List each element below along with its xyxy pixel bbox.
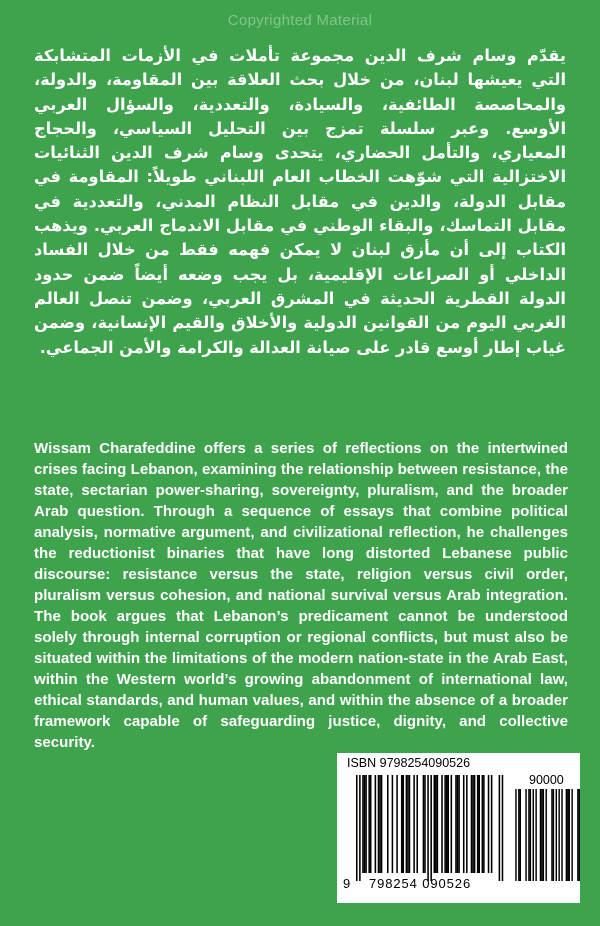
barcode-bar [499,775,501,881]
barcode-bar [477,775,479,873]
barcode-bar [457,775,459,873]
barcode-bar [466,775,468,873]
addon-bar [541,789,542,881]
barcode-bar [471,775,473,873]
addon-bar [561,789,562,881]
copyright-watermark: Copyrighted Material [227,12,373,29]
barcode-bar [474,775,476,873]
addon-bar [556,789,557,881]
addon-bar [551,789,552,881]
addon-bar [535,789,536,881]
barcode-bar [455,775,457,873]
barcode-bar [409,775,411,873]
barcode-bar [381,775,383,873]
barcode-bar [413,775,415,873]
addon-bar [553,789,554,881]
barcode-bar [423,775,425,873]
barcode-bar [458,775,460,873]
ean-first-digit: 9 [343,876,351,891]
barcode-bar [435,775,437,873]
barcode-bar [396,775,398,873]
barcode-bar [427,775,429,881]
barcode-bar [447,775,449,873]
barcode-bar [368,775,370,873]
barcode-bar [364,775,366,873]
addon-bar [566,789,567,881]
barcode-bar [437,775,439,873]
barcode-bar [362,775,364,873]
addon-bar [571,789,572,881]
barcode-bar [392,775,394,873]
barcode-bar [359,775,361,881]
barcode-bar [482,775,484,873]
barcode-bar [416,775,418,873]
barcode-bar [434,775,436,873]
barcode-bar [491,775,493,873]
barcode-bar [463,775,465,873]
barcode-bar [483,775,485,873]
addon-bar [577,789,578,881]
barcode-bar [401,775,403,873]
addon-bar [545,789,546,881]
price-code: 90000 [529,773,564,787]
barcode-bar [356,775,358,881]
ean-digits: 798254 090526 [369,876,472,891]
addon-bar [533,789,534,881]
barcode-bar [375,775,377,873]
isbn-label: ISBN 9798254090526 [347,756,471,770]
barcode-bar [378,775,380,873]
addon-bar [515,789,516,881]
barcode-bar [502,775,504,881]
barcode-bar [430,775,432,881]
addon-bar [543,789,544,881]
barcode-bar [370,775,372,873]
isbn-barcode-box [337,753,580,903]
barcode-bar [478,775,480,873]
barcode-bar [407,775,409,873]
barcode-bar [488,775,490,873]
barcode-bar [365,775,367,873]
barcode-bar [403,775,405,873]
barcode-bar [446,775,448,873]
barcode-bar [424,775,426,873]
arabic-blurb: يقدّم وسام شرف الدين مجموعة تأملات في الأزمات المتشابكة التي يعيشها لبنان، من خلال بحث العلاقة بين المقاومة، والدولة، والمحاصصة الطائفية، والسيادة، والتعددية، والسؤال العربي الأوسع. وعبر سلسلة تمزج بين التحليل السياسي، والحجاج المعياري، والتأمل الحضاري، يتحدى وسام شرف الدين الثنائيات الاختزالية التي شوّهت الخطاب العام اللبناني طويلاً: المقاومة في مقابل الدولة، والدين في مقابل النظام المدني، والتعددية في مقابل التماسك، والبقاء الوطني في مقابل الاندماج العربي. ويذهب الكتاب إلى أن مأزق لبنان لا يمكن فهمه فقط من خلال الفساد الداخلي أو الصراعات الإقليمية، بل يجب وضعه أيضاً ضمن حدود الدولة القطرية الحديثة في المشرق العربي، وضمن تنصل العالم الغربي اليوم من القوانين الدولية والأخلاق والقيم الإنسانية، وضمن غياب إطار أوسع قادر على صيانة العدالة والكرامة والأمن الجماعي. [34,46,566,357]
barcode-bar [379,775,381,873]
addon-bar [569,789,570,881]
addon-bar [525,789,526,881]
addon-bar [579,789,580,881]
addon-bar [528,789,529,881]
addon-bar [558,789,559,881]
english-blurb: Wissam Charafeddine offers a series of reflections on the intertwined crises facing Lebanon, examining the relationship between resistance, the state, sectarian power-sharing, sovereignty, pluralism, and the broader Arab question. Through a sequence of essays that combine political analysis, normative argument, and civilizational reflection, he challenges the reductionist binaries that have long distorted Lebanese public discourse: resistance versus the state, religion versus civil order, pluralism versus cohesion, and national survival versus Arab integration. The book argues that Lebanon’s predicament cannot be understood solely through internal corruption or regional conflicts, but must also be situated within the limitations of the modern nation-state in the Arab East, within the Western world’s growing abandonment of international law, ethical standards, and human values, and within the absence of a broader framework capable of safeguarding justice, dignity, and collective security. [34,440,568,751]
addon-bar [540,789,541,881]
barcode-bar [441,775,443,873]
barcode-bar [406,775,408,873]
barcode-bar [472,775,474,873]
barcode-bar [387,775,389,873]
barcode-bar [444,775,446,873]
addon-bar [518,789,519,881]
barcode-bar [451,775,453,873]
addon-bar [530,789,531,881]
addon-bar [520,789,521,881]
addon-bar [567,789,568,881]
